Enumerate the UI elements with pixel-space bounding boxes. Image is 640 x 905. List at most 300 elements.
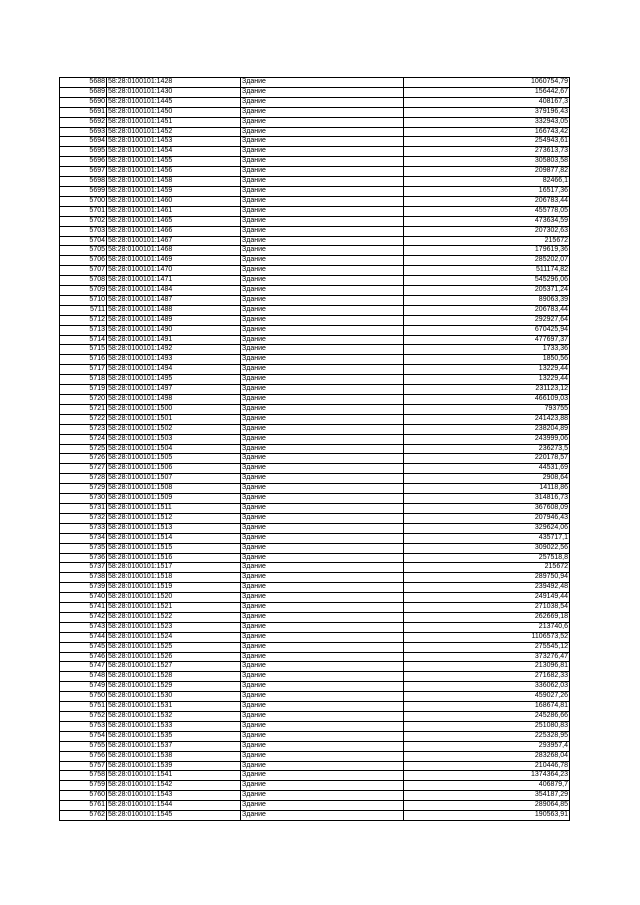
cadastral-number-cell: 58:28:0100101:1465	[107, 216, 241, 226]
object-type-cell: Здание	[241, 325, 404, 335]
table-row	[60, 365, 570, 375]
table-row	[60, 721, 570, 731]
table-row	[60, 553, 570, 563]
object-type-cell: Здание	[241, 612, 404, 622]
cadastral-value-cell: 251080,83	[404, 721, 570, 731]
cadastral-value-cell: 225328,95	[404, 731, 570, 741]
object-type-cell: Здание	[241, 196, 404, 206]
object-type-cell: Здание	[241, 682, 404, 692]
table-row	[60, 157, 570, 167]
object-type-cell: Здание	[241, 652, 404, 662]
table-row	[60, 632, 570, 642]
object-type-cell: Здание	[241, 702, 404, 712]
row-number-cell: 5759	[60, 781, 107, 791]
row-number-cell: 5711	[60, 305, 107, 315]
cadastral-number-cell: 58:28:0100101:1461	[107, 206, 241, 216]
row-number-cell: 5718	[60, 375, 107, 385]
row-number-cell: 5700	[60, 196, 107, 206]
cadastral-value-cell: 257518,8	[404, 553, 570, 563]
cadastral-value-cell: 179619,36	[404, 246, 570, 256]
cadastral-value-cell: 1106573,52	[404, 632, 570, 642]
cadastral-value-cell: 511174,82	[404, 266, 570, 276]
cadastral-number-cell: 58:28:0100101:1533	[107, 721, 241, 731]
object-type-cell: Здание	[241, 781, 404, 791]
row-number-cell: 5738	[60, 573, 107, 583]
cadastral-number-cell: 58:28:0100101:1505	[107, 454, 241, 464]
cadastral-value-table	[59, 77, 570, 821]
row-number-cell: 5741	[60, 603, 107, 613]
table-row	[60, 206, 570, 216]
cadastral-number-cell: 58:28:0100101:1430	[107, 87, 241, 97]
row-number-cell: 5745	[60, 642, 107, 652]
row-number-cell: 5756	[60, 751, 107, 761]
table-row	[60, 404, 570, 414]
cadastral-value-cell: 271038,54	[404, 603, 570, 613]
row-number-cell: 5721	[60, 404, 107, 414]
row-number-cell: 5730	[60, 494, 107, 504]
cadastral-value-cell: 332943,05	[404, 117, 570, 127]
cadastral-value-cell: 16517,36	[404, 186, 570, 196]
row-number-cell: 5757	[60, 761, 107, 771]
cadastral-value-cell: 1374364,23	[404, 771, 570, 781]
table-row	[60, 434, 570, 444]
row-number-cell: 5697	[60, 167, 107, 177]
object-type-cell: Здание	[241, 632, 404, 642]
cadastral-number-cell: 58:28:0100101:1516	[107, 553, 241, 563]
table-row	[60, 127, 570, 137]
table-row	[60, 523, 570, 533]
row-number-cell: 5693	[60, 127, 107, 137]
cadastral-value-cell: 1850,56	[404, 355, 570, 365]
cadastral-value-cell: 13229,44	[404, 365, 570, 375]
table-row	[60, 801, 570, 811]
row-number-cell: 5731	[60, 503, 107, 513]
cadastral-value-cell: 213740,6	[404, 622, 570, 632]
cadastral-number-cell: 58:28:0100101:1503	[107, 434, 241, 444]
cadastral-number-cell: 58:28:0100101:1471	[107, 276, 241, 286]
cadastral-number-cell: 58:28:0100101:1531	[107, 702, 241, 712]
row-number-cell: 5748	[60, 672, 107, 682]
table-row	[60, 186, 570, 196]
cadastral-value-cell: 336062,03	[404, 682, 570, 692]
table-row	[60, 196, 570, 206]
cadastral-value-cell: 14118,86	[404, 484, 570, 494]
object-type-cell: Здание	[241, 692, 404, 702]
cadastral-number-cell: 58:28:0100101:1498	[107, 395, 241, 405]
table-row	[60, 107, 570, 117]
table-row	[60, 375, 570, 385]
row-number-cell: 5735	[60, 543, 107, 553]
object-type-cell: Здание	[241, 266, 404, 276]
table-row	[60, 781, 570, 791]
table-row	[60, 494, 570, 504]
cadastral-number-cell: 58:28:0100101:1450	[107, 107, 241, 117]
object-type-cell: Здание	[241, 593, 404, 603]
cadastral-value-cell: 249149,44	[404, 593, 570, 603]
table-row	[60, 414, 570, 424]
cadastral-value-cell: 354187,29	[404, 791, 570, 801]
cadastral-value-cell: 309022,56	[404, 543, 570, 553]
object-type-cell: Здание	[241, 751, 404, 761]
cadastral-number-cell: 58:28:0100101:1504	[107, 444, 241, 454]
object-type-cell: Здание	[241, 444, 404, 454]
cadastral-value-cell: 329624,06	[404, 523, 570, 533]
cadastral-value-cell: 262669,18	[404, 612, 570, 622]
row-number-cell: 5706	[60, 256, 107, 266]
cadastral-value-cell: 238204,89	[404, 424, 570, 434]
cadastral-number-cell: 58:28:0100101:1512	[107, 513, 241, 523]
row-number-cell: 5703	[60, 226, 107, 236]
cadastral-value-cell: 373276,47	[404, 652, 570, 662]
table-row	[60, 266, 570, 276]
row-number-cell: 5724	[60, 434, 107, 444]
object-type-cell: Здание	[241, 404, 404, 414]
cadastral-number-cell: 58:28:0100101:1492	[107, 345, 241, 355]
object-type-cell: Здание	[241, 662, 404, 672]
object-type-cell: Здание	[241, 791, 404, 801]
cadastral-value-cell: 406879,7	[404, 781, 570, 791]
row-number-cell: 5688	[60, 78, 107, 88]
cadastral-value-cell: 168674,81	[404, 702, 570, 712]
row-number-cell: 5708	[60, 276, 107, 286]
row-number-cell: 5747	[60, 662, 107, 672]
cadastral-value-cell: 459027,26	[404, 692, 570, 702]
cadastral-value-cell: 215672	[404, 236, 570, 246]
cadastral-number-cell: 58:28:0100101:1530	[107, 692, 241, 702]
row-number-cell: 5739	[60, 583, 107, 593]
object-type-cell: Здание	[241, 117, 404, 127]
cadastral-number-cell: 58:28:0100101:1502	[107, 424, 241, 434]
cadastral-value-cell: 289750,94	[404, 573, 570, 583]
object-type-cell: Здание	[241, 553, 404, 563]
cadastral-number-cell: 58:28:0100101:1543	[107, 791, 241, 801]
object-type-cell: Здание	[241, 771, 404, 781]
table-row	[60, 503, 570, 513]
row-number-cell: 5710	[60, 295, 107, 305]
cadastral-value-cell: 44531,69	[404, 464, 570, 474]
cadastral-number-cell: 58:28:0100101:1526	[107, 652, 241, 662]
row-number-cell: 5695	[60, 147, 107, 157]
row-number-cell: 5715	[60, 345, 107, 355]
table-row	[60, 662, 570, 672]
object-type-cell: Здание	[241, 395, 404, 405]
cadastral-value-cell: 477697,37	[404, 335, 570, 345]
object-type-cell: Здание	[241, 385, 404, 395]
table-row	[60, 593, 570, 603]
cadastral-number-cell: 58:28:0100101:1537	[107, 741, 241, 751]
object-type-cell: Здание	[241, 226, 404, 236]
table-row	[60, 256, 570, 266]
table-row	[60, 513, 570, 523]
row-number-cell: 5723	[60, 424, 107, 434]
table-row	[60, 216, 570, 226]
object-type-cell: Здание	[241, 355, 404, 365]
table-body	[60, 78, 570, 821]
cadastral-number-cell: 58:28:0100101:1456	[107, 167, 241, 177]
cadastral-number-cell: 58:28:0100101:1525	[107, 642, 241, 652]
row-number-cell: 5702	[60, 216, 107, 226]
object-type-cell: Здание	[241, 315, 404, 325]
row-number-cell: 5725	[60, 444, 107, 454]
object-type-cell: Здание	[241, 305, 404, 315]
row-number-cell: 5751	[60, 702, 107, 712]
object-type-cell: Здание	[241, 335, 404, 345]
object-type-cell: Здание	[241, 177, 404, 187]
object-type-cell: Здание	[241, 583, 404, 593]
cadastral-number-cell: 58:28:0100101:1511	[107, 503, 241, 513]
cadastral-number-cell: 58:28:0100101:1544	[107, 801, 241, 811]
table-row	[60, 583, 570, 593]
object-type-cell: Здание	[241, 276, 404, 286]
cadastral-number-cell: 58:28:0100101:1518	[107, 573, 241, 583]
object-type-cell: Здание	[241, 642, 404, 652]
cadastral-number-cell: 58:28:0100101:1500	[107, 404, 241, 414]
cadastral-value-cell: 1060754,79	[404, 78, 570, 88]
cadastral-number-cell: 58:28:0100101:1452	[107, 127, 241, 137]
cadastral-value-cell: 205371,24	[404, 286, 570, 296]
cadastral-value-cell: 236273,5	[404, 444, 570, 454]
object-type-cell: Здание	[241, 365, 404, 375]
cadastral-value-cell: 435717,1	[404, 533, 570, 543]
cadastral-number-cell: 58:28:0100101:1494	[107, 365, 241, 375]
cadastral-value-cell: 82466,1	[404, 177, 570, 187]
cadastral-value-cell: 209877,82	[404, 167, 570, 177]
cadastral-number-cell: 58:28:0100101:1489	[107, 315, 241, 325]
table-row	[60, 117, 570, 127]
table-row	[60, 622, 570, 632]
row-number-cell: 5749	[60, 682, 107, 692]
cadastral-number-cell: 58:28:0100101:1459	[107, 186, 241, 196]
table-row	[60, 761, 570, 771]
cadastral-value-cell: 254943,61	[404, 137, 570, 147]
row-number-cell: 5732	[60, 513, 107, 523]
cadastral-number-cell: 58:28:0100101:1509	[107, 494, 241, 504]
cadastral-value-cell: 473634,59	[404, 216, 570, 226]
cadastral-value-cell: 793755	[404, 404, 570, 414]
object-type-cell: Здание	[241, 513, 404, 523]
table-row	[60, 305, 570, 315]
object-type-cell: Здание	[241, 731, 404, 741]
row-number-cell: 5692	[60, 117, 107, 127]
object-type-cell: Здание	[241, 494, 404, 504]
cadastral-number-cell: 58:28:0100101:1506	[107, 464, 241, 474]
table-row	[60, 315, 570, 325]
cadastral-value-cell: 89063,39	[404, 295, 570, 305]
table-row	[60, 791, 570, 801]
table-row	[60, 563, 570, 573]
cadastral-number-cell: 58:28:0100101:1538	[107, 751, 241, 761]
table-row	[60, 276, 570, 286]
object-type-cell: Здание	[241, 573, 404, 583]
table-row	[60, 672, 570, 682]
row-number-cell: 5720	[60, 395, 107, 405]
row-number-cell: 5754	[60, 731, 107, 741]
row-number-cell: 5729	[60, 484, 107, 494]
cadastral-value-cell: 166743,42	[404, 127, 570, 137]
table-row	[60, 543, 570, 553]
row-number-cell: 5714	[60, 335, 107, 345]
table-row	[60, 692, 570, 702]
table-row	[60, 236, 570, 246]
table-row	[60, 642, 570, 652]
cadastral-number-cell: 58:28:0100101:1522	[107, 612, 241, 622]
cadastral-value-cell: 190563,91	[404, 811, 570, 821]
cadastral-value-cell: 466109,03	[404, 395, 570, 405]
cadastral-number-cell: 58:28:0100101:1541	[107, 771, 241, 781]
table-row	[60, 444, 570, 454]
table-row	[60, 97, 570, 107]
table-row	[60, 712, 570, 722]
object-type-cell: Здание	[241, 375, 404, 385]
cadastral-number-cell: 58:28:0100101:1497	[107, 385, 241, 395]
object-type-cell: Здание	[241, 811, 404, 821]
cadastral-number-cell: 58:28:0100101:1514	[107, 533, 241, 543]
row-number-cell: 5709	[60, 286, 107, 296]
table-row	[60, 484, 570, 494]
cadastral-number-cell: 58:28:0100101:1488	[107, 305, 241, 315]
table-row	[60, 682, 570, 692]
cadastral-value-cell: 207946,43	[404, 513, 570, 523]
table-row	[60, 751, 570, 761]
cadastral-value-cell: 314816,73	[404, 494, 570, 504]
cadastral-value-cell: 273613,73	[404, 147, 570, 157]
table-row	[60, 741, 570, 751]
object-type-cell: Здание	[241, 246, 404, 256]
cadastral-value-cell: 239492,48	[404, 583, 570, 593]
table-row	[60, 811, 570, 821]
cadastral-value-cell: 379196,43	[404, 107, 570, 117]
cadastral-number-cell: 58:28:0100101:1491	[107, 335, 241, 345]
object-type-cell: Здание	[241, 137, 404, 147]
cadastral-number-cell: 58:28:0100101:1445	[107, 97, 241, 107]
cadastral-value-cell: 293957,4	[404, 741, 570, 751]
cadastral-value-cell: 13229,44	[404, 375, 570, 385]
table-row	[60, 454, 570, 464]
object-type-cell: Здание	[241, 78, 404, 88]
row-number-cell: 5740	[60, 593, 107, 603]
cadastral-value-cell: 275545,12	[404, 642, 570, 652]
table-row	[60, 612, 570, 622]
object-type-cell: Здание	[241, 523, 404, 533]
row-number-cell: 5761	[60, 801, 107, 811]
row-number-cell: 5690	[60, 97, 107, 107]
table-row	[60, 355, 570, 365]
cadastral-value-cell: 670425,94	[404, 325, 570, 335]
cadastral-number-cell: 58:28:0100101:1454	[107, 147, 241, 157]
row-number-cell: 5746	[60, 652, 107, 662]
object-type-cell: Здание	[241, 286, 404, 296]
cadastral-value-cell: 289064,85	[404, 801, 570, 811]
object-type-cell: Здание	[241, 97, 404, 107]
row-number-cell: 5762	[60, 811, 107, 821]
cadastral-number-cell: 58:28:0100101:1535	[107, 731, 241, 741]
cadastral-value-cell: 210446,78	[404, 761, 570, 771]
table-row	[60, 771, 570, 781]
object-type-cell: Здание	[241, 147, 404, 157]
row-number-cell: 5704	[60, 236, 107, 246]
cadastral-number-cell: 58:28:0100101:1519	[107, 583, 241, 593]
row-number-cell: 5694	[60, 137, 107, 147]
object-type-cell: Здание	[241, 295, 404, 305]
cadastral-number-cell: 58:28:0100101:1545	[107, 811, 241, 821]
row-number-cell: 5758	[60, 771, 107, 781]
object-type-cell: Здание	[241, 256, 404, 266]
cadastral-value-cell: 292927,64	[404, 315, 570, 325]
row-number-cell: 5716	[60, 355, 107, 365]
table-row	[60, 286, 570, 296]
cadastral-value-cell: 207302,63	[404, 226, 570, 236]
table-row	[60, 78, 570, 88]
cadastral-number-cell: 58:28:0100101:1493	[107, 355, 241, 365]
cadastral-value-cell: 1733,36	[404, 345, 570, 355]
object-type-cell: Здание	[241, 761, 404, 771]
object-type-cell: Здание	[241, 216, 404, 226]
object-type-cell: Здание	[241, 474, 404, 484]
object-type-cell: Здание	[241, 127, 404, 137]
table-row	[60, 652, 570, 662]
table-row	[60, 395, 570, 405]
cadastral-number-cell: 58:28:0100101:1508	[107, 484, 241, 494]
row-number-cell: 5689	[60, 87, 107, 97]
object-type-cell: Здание	[241, 414, 404, 424]
table-row	[60, 167, 570, 177]
cadastral-number-cell: 58:28:0100101:1490	[107, 325, 241, 335]
table-row	[60, 464, 570, 474]
cadastral-value-cell: 241423,88	[404, 414, 570, 424]
object-type-cell: Здание	[241, 622, 404, 632]
object-type-cell: Здание	[241, 563, 404, 573]
cadastral-number-cell: 58:28:0100101:1539	[107, 761, 241, 771]
cadastral-number-cell: 58:28:0100101:1532	[107, 712, 241, 722]
row-number-cell: 5719	[60, 385, 107, 395]
table-row	[60, 335, 570, 345]
cadastral-value-cell: 156442,67	[404, 87, 570, 97]
cadastral-value-cell: 215672	[404, 563, 570, 573]
cadastral-number-cell: 58:28:0100101:1495	[107, 375, 241, 385]
cadastral-value-cell: 408167,3	[404, 97, 570, 107]
row-number-cell: 5726	[60, 454, 107, 464]
object-type-cell: Здание	[241, 721, 404, 731]
object-type-cell: Здание	[241, 107, 404, 117]
row-number-cell: 5760	[60, 791, 107, 801]
cadastral-value-cell: 271682,33	[404, 672, 570, 682]
cadastral-number-cell: 58:28:0100101:1528	[107, 672, 241, 682]
table-row	[60, 474, 570, 484]
object-type-cell: Здание	[241, 503, 404, 513]
table-row	[60, 137, 570, 147]
object-type-cell: Здание	[241, 672, 404, 682]
cadastral-value-cell: 231123,12	[404, 385, 570, 395]
cadastral-number-cell: 58:28:0100101:1527	[107, 662, 241, 672]
object-type-cell: Здание	[241, 157, 404, 167]
cadastral-number-cell: 58:28:0100101:1513	[107, 523, 241, 533]
row-number-cell: 5733	[60, 523, 107, 533]
table-row	[60, 385, 570, 395]
object-type-cell: Здание	[241, 543, 404, 553]
table-row	[60, 226, 570, 236]
cadastral-number-cell: 58:28:0100101:1455	[107, 157, 241, 167]
cadastral-number-cell: 58:28:0100101:1470	[107, 266, 241, 276]
cadastral-number-cell: 58:28:0100101:1517	[107, 563, 241, 573]
row-number-cell: 5750	[60, 692, 107, 702]
table-row	[60, 424, 570, 434]
table-row	[60, 345, 570, 355]
table-row	[60, 603, 570, 613]
object-type-cell: Здание	[241, 484, 404, 494]
row-number-cell: 5727	[60, 464, 107, 474]
cadastral-value-cell: 243999,06	[404, 434, 570, 444]
cadastral-value-cell: 2908,64	[404, 474, 570, 484]
